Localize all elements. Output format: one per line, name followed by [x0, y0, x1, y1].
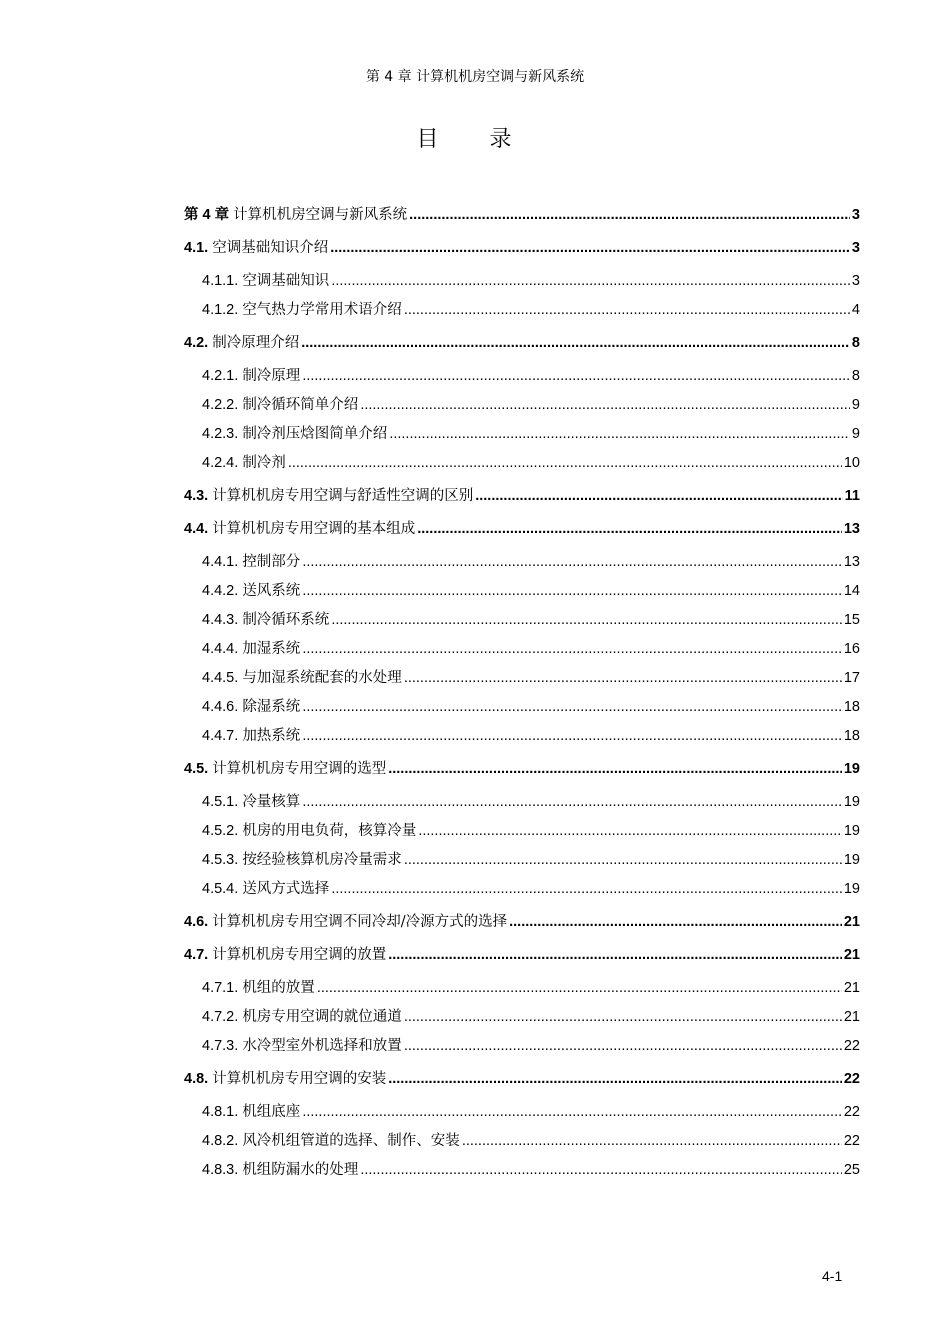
toc-leader-dots	[462, 1127, 842, 1156]
toc-entry[interactable]	[184, 722, 860, 751]
toc-entry-number: 4.5.1.	[202, 794, 243, 810]
toc-entry-number: 4.7.3.	[202, 1038, 243, 1054]
toc-entry-number: 4.1.	[184, 240, 213, 256]
toc-entry-title: 机房的用电负荷，核算冷量	[242, 823, 417, 839]
toc-leader-dots	[302, 548, 842, 577]
toc-entry-number: 4.4.5.	[202, 670, 243, 686]
toc-entry-title: 空气热力学常用术语介绍	[242, 302, 402, 318]
toc-entry-page: 15	[843, 612, 860, 628]
toc-leader-dots	[404, 846, 842, 875]
toc-entry-page: 21	[843, 914, 860, 930]
toc-entry[interactable]	[184, 515, 860, 544]
toc-leader-dots	[317, 974, 842, 1003]
toc-leader-dots	[409, 201, 850, 230]
toc-entry-page: 17	[843, 670, 860, 686]
toc-entry-title: 送风系统	[242, 583, 301, 599]
toc-entry[interactable]	[184, 974, 860, 1003]
toc-entry-page: 13	[843, 521, 860, 537]
toc-leader-dots	[331, 875, 842, 904]
toc-entry-page: 13	[843, 554, 860, 570]
toc-entry-page: 18	[843, 699, 860, 715]
toc-entry-title: 空调基础知识	[242, 273, 330, 289]
toc-entry[interactable]	[184, 391, 860, 420]
toc-entry-number: 4.2.	[184, 335, 213, 351]
toc-entry-title: 计算机机房专用空调的安装	[212, 1071, 387, 1087]
toc-entry-number: 4.5.4.	[202, 881, 243, 897]
toc-entry-title: 计算机机房专用空调不同冷却/冷源方式的选择	[212, 914, 508, 930]
toc-entry-page: 18	[843, 728, 860, 744]
toc-entry-title: 计算机机房专用空调的选型	[212, 761, 387, 777]
toc-entry-number: 4.8.3.	[202, 1162, 243, 1178]
toc-entry[interactable]	[184, 606, 860, 635]
toc-entry-page: 21	[843, 1009, 860, 1025]
toc-entry-page: 21	[843, 947, 860, 963]
toc-entry-title: 按经验核算机房冷量需求	[242, 852, 402, 868]
toc-entry-title: 制冷剂	[242, 455, 286, 471]
toc-entry-number: 4.5.3.	[202, 852, 243, 868]
toc-entry-title: 机组防漏水的处理	[242, 1162, 359, 1178]
toc-leader-dots	[360, 391, 850, 420]
toc-leader-dots	[302, 693, 842, 722]
toc-entry[interactable]	[184, 362, 860, 391]
toc-leader-dots	[288, 449, 842, 478]
toc-entry[interactable]	[184, 941, 860, 970]
toc-entry-page: 4	[851, 302, 860, 318]
page-number: 4-1	[822, 1268, 843, 1284]
toc-entry-page: 19	[843, 881, 860, 897]
toc-entry-title: 计算机机房空调与新风系统	[233, 207, 408, 223]
running-header: 第 4 章 计算机机房空调与新风系统	[365, 69, 585, 85]
toc-entry-number: 4.2.2.	[202, 397, 243, 413]
toc-entry-page: 19	[843, 823, 860, 839]
toc-leader-dots	[301, 329, 850, 358]
toc-entry-page: 10	[843, 455, 860, 471]
toc-entry[interactable]	[184, 817, 860, 846]
toc-entry-page: 21	[843, 980, 860, 996]
toc-entry-title: 加湿系统	[242, 641, 301, 657]
toc-entry-title: 机房专用空调的就位通道	[242, 1009, 402, 1025]
toc-entry-number: 4.1.1.	[202, 273, 243, 289]
toc-entry[interactable]	[184, 693, 860, 722]
toc-entry-title: 计算机机房专用空调的放置	[212, 947, 387, 963]
toc-title: 目 录	[416, 127, 534, 152]
toc-entry-page: 9	[851, 426, 860, 442]
toc-entry-number: 4.7.	[184, 947, 213, 963]
toc-leader-dots	[389, 420, 850, 449]
toc-leader-dots	[404, 296, 850, 325]
toc-entry-page: 22	[843, 1104, 860, 1120]
toc-entry-page: 22	[843, 1133, 860, 1149]
toc-entry[interactable]	[184, 1032, 860, 1061]
toc-leader-dots	[388, 755, 842, 784]
toc-leader-dots	[360, 1156, 842, 1185]
toc-leader-dots	[331, 606, 842, 635]
toc-entry-title: 空调基础知识介绍	[212, 240, 329, 256]
toc-entry-title: 除湿系统	[242, 699, 301, 715]
toc-entry-number: 4.4.6.	[202, 699, 243, 715]
toc-entry[interactable]	[184, 1098, 860, 1127]
toc-entry-title: 送风方式选择	[242, 881, 330, 897]
toc-entry[interactable]	[184, 664, 860, 693]
toc-entry-page: 22	[843, 1071, 860, 1087]
toc-entry[interactable]	[184, 846, 860, 875]
toc-leader-dots	[302, 722, 842, 751]
toc-entry[interactable]	[184, 635, 860, 664]
toc-entry-number: 第 4 章	[184, 207, 234, 223]
toc-entry-number: 4.8.1.	[202, 1104, 243, 1120]
toc-entry[interactable]	[184, 420, 860, 449]
toc-entry-number: 4.4.	[184, 521, 213, 537]
toc-entry-page: 8	[851, 368, 860, 384]
toc-entry-title: 机组的放置	[242, 980, 315, 996]
toc-leader-dots	[475, 482, 842, 511]
toc-entry-title: 制冷原理介绍	[212, 335, 300, 351]
toc-entry-number: 4.8.	[184, 1071, 213, 1087]
toc-entry-page: 25	[843, 1162, 860, 1178]
toc-leader-dots	[509, 908, 842, 937]
toc-entry[interactable]	[184, 482, 860, 511]
toc-entry-number: 4.2.1.	[202, 368, 243, 384]
toc-entry[interactable]	[184, 267, 860, 296]
toc-entry-title: 制冷原理	[242, 368, 301, 384]
toc-entry-page: 19	[843, 852, 860, 868]
toc-entry-page: 19	[843, 794, 860, 810]
toc-entry[interactable]	[184, 234, 860, 263]
toc-entry-title: 制冷剂压焓图简单介绍	[242, 426, 388, 442]
toc-entry-number: 4.6.	[184, 914, 213, 930]
toc-entry-page: 14	[843, 583, 860, 599]
toc-leader-dots	[404, 1032, 842, 1061]
toc-entry[interactable]	[184, 1003, 860, 1032]
toc-entry[interactable]	[184, 577, 860, 606]
table-of-contents	[184, 197, 860, 1185]
toc-entry[interactable]	[184, 449, 860, 478]
toc-entry-number: 4.4.2.	[202, 583, 243, 599]
toc-entry[interactable]	[184, 329, 860, 358]
toc-leader-dots	[302, 788, 842, 817]
toc-entry-number: 4.8.2.	[202, 1133, 243, 1149]
toc-entry-number: 4.3.	[184, 488, 213, 504]
toc-entry-number: 4.5.2.	[202, 823, 243, 839]
toc-leader-dots	[330, 234, 850, 263]
toc-entry-number: 4.7.2.	[202, 1009, 243, 1025]
toc-entry-title: 风冷机组管道的选择、制作、安装	[242, 1133, 460, 1149]
toc-entry-number: 4.2.4.	[202, 455, 243, 471]
toc-entry-page: 3	[851, 240, 860, 256]
toc-entry-title: 计算机机房专用空调的基本组成	[212, 521, 416, 537]
toc-leader-dots	[302, 635, 842, 664]
toc-leader-dots	[302, 362, 850, 391]
toc-entry[interactable]	[184, 1065, 860, 1094]
toc-entry-title: 与加湿系统配套的水处理	[242, 670, 402, 686]
toc-entry[interactable]	[184, 548, 860, 577]
toc-entry-title: 加热系统	[242, 728, 301, 744]
toc-entry-title: 冷量核算	[242, 794, 301, 810]
toc-entry[interactable]	[184, 1156, 860, 1185]
toc-entry[interactable]	[184, 201, 860, 230]
toc-entry-title: 水冷型室外机选择和放置	[242, 1038, 402, 1054]
toc-entry-page: 8	[851, 335, 860, 351]
toc-entry-number: 4.4.1.	[202, 554, 243, 570]
toc-entry-page: 16	[843, 641, 860, 657]
toc-entry[interactable]	[184, 755, 860, 784]
toc-entry-page: 19	[843, 761, 860, 777]
toc-leader-dots	[331, 267, 850, 296]
toc-entry-title: 机组底座	[242, 1104, 301, 1120]
toc-leader-dots	[404, 1003, 842, 1032]
toc-leader-dots	[388, 1065, 842, 1094]
toc-entry-title: 制冷循环系统	[242, 612, 330, 628]
toc-entry[interactable]	[184, 875, 860, 904]
toc-entry-number: 4.5.	[184, 761, 213, 777]
toc-leader-dots	[418, 817, 842, 846]
toc-leader-dots	[302, 1098, 842, 1127]
toc-entry-number: 4.2.3.	[202, 426, 243, 442]
toc-entry-page: 3	[851, 207, 860, 223]
toc-entry-title: 制冷循环简单介绍	[242, 397, 359, 413]
toc-entry-title: 控制部分	[242, 554, 301, 570]
toc-entry-number: 4.4.7.	[202, 728, 243, 744]
toc-entry-page: 9	[851, 397, 860, 413]
toc-entry-number: 4.1.2.	[202, 302, 243, 318]
toc-leader-dots	[417, 515, 842, 544]
toc-entry-page: 3	[851, 273, 860, 289]
toc-entry[interactable]	[184, 788, 860, 817]
toc-leader-dots	[302, 577, 842, 606]
toc-entry-number: 4.4.4.	[202, 641, 243, 657]
toc-entry-page: 11	[844, 488, 860, 504]
toc-entry-page: 22	[843, 1038, 860, 1054]
toc-leader-dots	[404, 664, 842, 693]
toc-entry[interactable]	[184, 908, 860, 937]
toc-entry-title: 计算机机房专用空调与舒适性空调的区别	[212, 488, 474, 504]
toc-entry[interactable]	[184, 296, 860, 325]
toc-entry[interactable]	[184, 1127, 860, 1156]
toc-entry-number: 4.7.1.	[202, 980, 243, 996]
toc-entry-number: 4.4.3.	[202, 612, 243, 628]
toc-leader-dots	[388, 941, 842, 970]
